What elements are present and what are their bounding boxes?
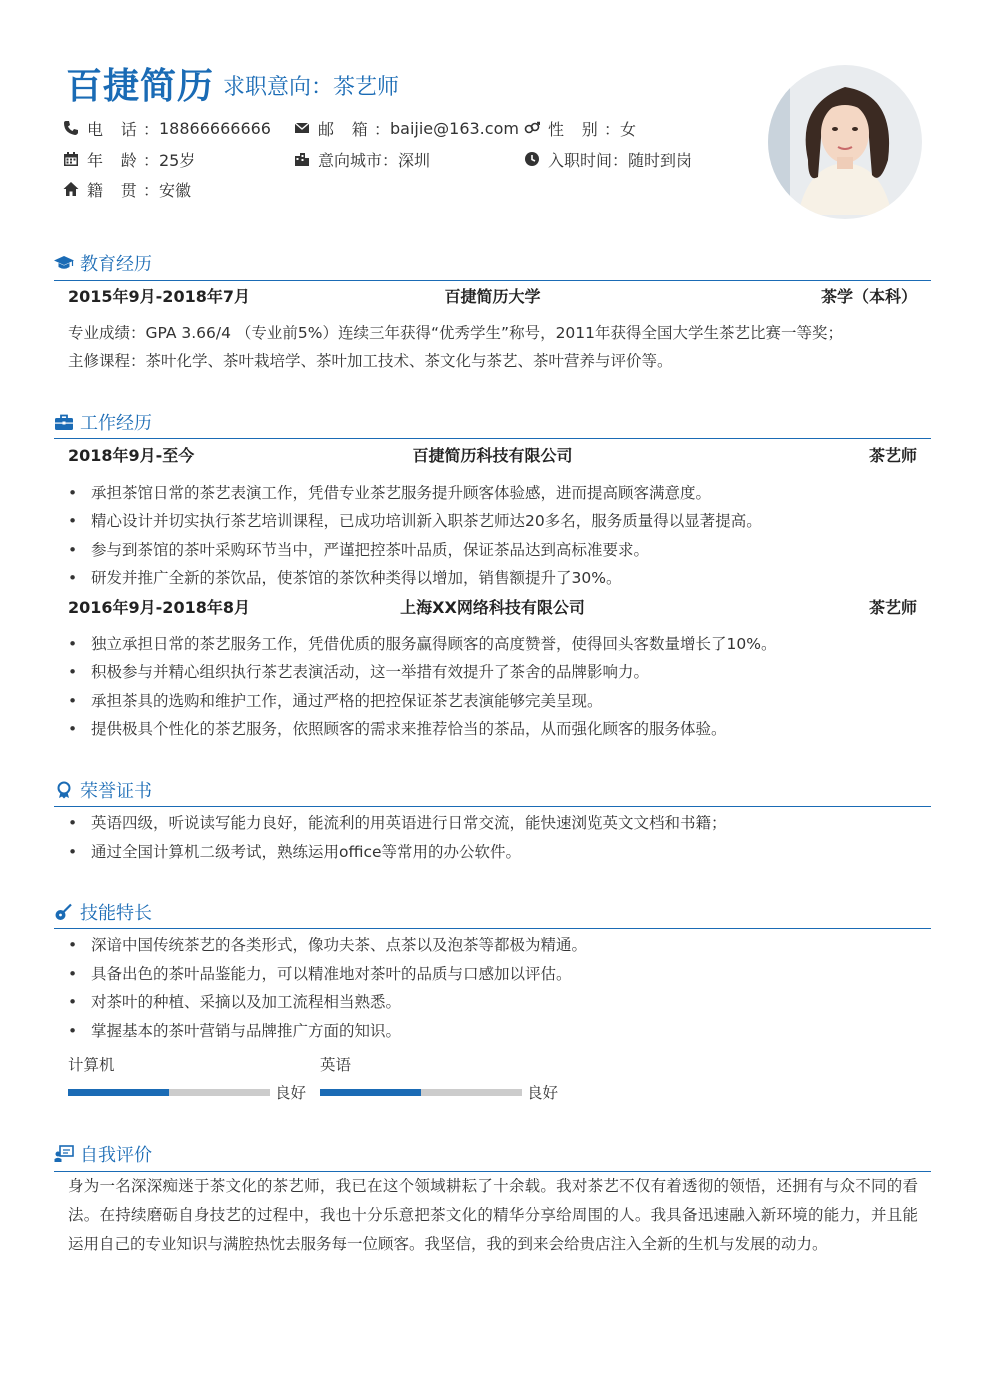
skill-bar-fill — [68, 1089, 169, 1096]
honors-divider — [54, 806, 931, 807]
info-email — [294, 117, 519, 139]
education-school: 百捷简历大学 — [444, 287, 541, 306]
guitar-icon — [54, 903, 74, 921]
skill-bar-name: 英语 — [320, 1056, 352, 1074]
skills-bullet: • 深谙中国传统茶艺的各类形式，像功夫茶、点茶以及泡茶等都极为精通。 — [68, 933, 587, 955]
education-title: 教育经历 — [80, 254, 152, 275]
skills-bullet: • 具备出色的茶叶品鉴能力，可以精准地对茶叶的品质与口感加以评估。 — [68, 962, 572, 984]
honors-heading — [54, 778, 152, 802]
job-bullet: • 承担茶馆日常的茶艺表演工作，凭借专业茶艺服务提升顾客体验感，进而提高顾客满意度。 — [68, 481, 711, 503]
age-label: 年 龄： — [87, 150, 159, 170]
honors-title: 荣誉证书 — [80, 781, 152, 802]
job-period: 2018年9月-至今 — [68, 446, 195, 465]
start-value: 随时到岗 — [628, 150, 693, 170]
info-native — [63, 178, 191, 200]
gender-label: 性 别： — [548, 119, 620, 139]
info-age — [63, 148, 195, 170]
skill-bar-track — [68, 1089, 270, 1096]
briefcase-icon — [54, 413, 74, 431]
resume-name: 百捷简历 — [66, 66, 215, 107]
education-line: 主修课程：茶叶化学、茶叶栽培学、茶叶加工技术、茶文化与茶艺、茶叶营养与评价等。 — [68, 352, 673, 370]
email-label: 邮 箱： — [318, 119, 390, 139]
email-value: baijie@163.com — [390, 118, 519, 138]
self-text: 身为一名深深痴迷于茶文化的茶艺师，我已在这个领域耕耘了十余载。我对茶艺不仅有着透彻的领悟，还拥有与众不同的看法。在持续磨砺自身技艺的过程中，我也十分乐意把茶文化的精华分享给周围的人。我具备迅速融入新环境的能力，并且能运用自己的专业知识与满腔热忱去服务每一位顾客。我坚信，我的到来会给贵店注入全新的生机与发展的动力。 — [68, 1177, 918, 1253]
info-city — [294, 148, 430, 170]
job-bullet: • 精心设计并切实执行茶艺培训课程，已成功培训新入职茶艺师达20多名，服务质量得以显著提高。 — [68, 509, 762, 531]
education-heading — [54, 251, 152, 275]
education-period: 2015年9月-2018年7月 — [68, 287, 250, 306]
age-value: 25岁 — [159, 150, 196, 170]
skills-bullet: • 掌握基本的茶叶营销与品牌推广方面的知识。 — [68, 1019, 401, 1041]
education-line: 专业成绩：GPA 3.66/4 （专业前5%）连续三年获得“优秀学生”称号，2011年获得全国大学生茶艺比赛一等奖； — [68, 324, 844, 342]
start-label: 入职时间： — [548, 150, 629, 170]
self-heading — [54, 1142, 152, 1166]
skills-title: 技能特长 — [80, 903, 152, 924]
skills-heading — [54, 900, 152, 924]
honors-bullet: • 英语四级，听说读写能力良好，能流利的用英语进行日常交流，能快速浏览英文文档和书籍； — [68, 811, 727, 833]
job-company: 百捷简历科技有限公司 — [412, 446, 573, 465]
job-bullet: • 积极参与并精心组织执行茶艺表演活动，这一举措有效提升了茶舍的品牌影响力。 — [68, 660, 649, 682]
work-title: 工作经历 — [80, 413, 152, 434]
skill-bar-level: 良好 — [527, 1084, 559, 1102]
calendar-icon — [63, 151, 79, 167]
skill-bar-track — [320, 1089, 522, 1096]
job-bullet: • 参与到茶馆的茶叶采购环节当中，严谨把控茶叶品质，保证茶品达到高标准要求。 — [68, 538, 649, 560]
education-row — [68, 284, 917, 306]
skill-bar-level: 良好 — [275, 1084, 307, 1102]
job-bullet: • 研发并推广全新的茶饮品，使茶馆的茶饮种类得以增加，销售额提升了30%。 — [68, 566, 621, 588]
job-intent: 求职意向：茶艺师 — [223, 75, 400, 100]
work-divider — [54, 438, 931, 439]
phone-value: 18866666666 — [159, 118, 271, 138]
job-bullet: • 独立承担日常的茶艺服务工作，凭借优质的服务赢得顾客的高度赞誉，使得回头客数量增长了10%。 — [68, 632, 776, 654]
phone-label: 电 话： — [87, 119, 159, 139]
phone-icon — [63, 120, 79, 136]
work-heading — [54, 410, 152, 434]
gender-value: 女 — [620, 119, 637, 139]
self-title: 自我评价 — [80, 1145, 152, 1166]
education-divider — [54, 280, 931, 281]
honors-bullet: • 通过全国计算机二级考试，熟练运用office等常用的办公软件。 — [68, 840, 521, 862]
education-degree: 茶学（本科） — [820, 287, 917, 306]
native-value: 安徽 — [159, 180, 192, 200]
graduation-cap-icon — [54, 254, 74, 272]
presenter-icon — [54, 1145, 74, 1163]
job-period: 2016年9月-2018年8月 — [68, 598, 250, 617]
award-icon — [54, 781, 74, 799]
job-company: 上海XX网络科技有限公司 — [400, 598, 585, 617]
info-start — [524, 148, 692, 170]
mail-icon — [294, 120, 310, 136]
job-role: 茶艺师 — [868, 598, 917, 617]
job-bullet: • 承担茶具的选购和维护工作，通过严格的把控保证茶艺表演能够完美呈现。 — [68, 689, 603, 711]
city-icon — [294, 151, 310, 167]
job-row — [68, 443, 917, 465]
info-gender — [524, 117, 636, 139]
job-role: 茶艺师 — [868, 446, 917, 465]
gender-icon — [524, 120, 540, 136]
city-value: 深圳 — [398, 150, 431, 170]
clock-icon — [524, 151, 540, 167]
info-phone — [63, 117, 271, 139]
native-label: 籍 贯： — [87, 180, 159, 200]
job-row — [68, 595, 917, 617]
city-label: 意向城市： — [318, 150, 399, 170]
skills-divider — [54, 928, 931, 929]
skill-bar-fill — [320, 1089, 421, 1096]
skill-bar-name: 计算机 — [68, 1056, 115, 1074]
profile-photo — [768, 65, 922, 219]
job-bullet: • 提供极具个性化的茶艺服务，依照顾客的需求来推荐恰当的茶品，从而强化顾客的服务体验。 — [68, 717, 727, 739]
skills-bullet: • 对茶叶的种植、采摘以及加工流程相当熟悉。 — [68, 990, 401, 1012]
home-icon — [63, 181, 79, 197]
